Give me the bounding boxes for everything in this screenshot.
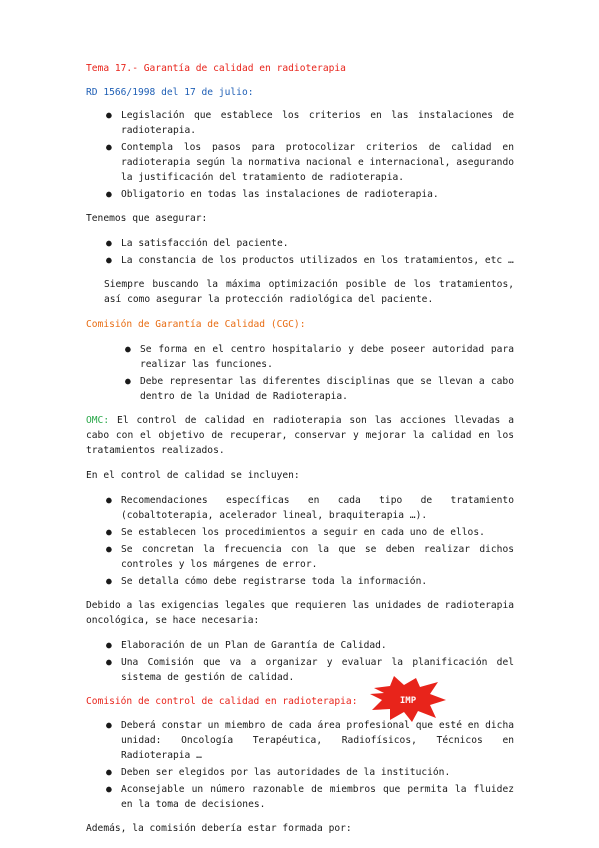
siempre-paragraph: Siempre buscando la máxima optimización posible de los tratamientos, así como asegurar la protección radiológica del paciente. xyxy=(104,279,514,305)
incluyen-list xyxy=(86,493,514,589)
list-item: ● Deben ser elegidos por las autoridades de la institución. xyxy=(106,767,451,778)
bullet-icon: ● xyxy=(106,544,112,555)
omc-label: OMC: xyxy=(86,415,110,426)
document-title: Tema 17.- Garantía de calidad en radioterapia xyxy=(86,63,346,74)
bullet-icon: ● xyxy=(106,527,112,538)
list-item: ● Se concretan la frecuencia con la que se deben realizar dichos controles y los márgenes de error. xyxy=(106,544,514,570)
bullet-icon: ● xyxy=(106,720,112,731)
bullet-icon: ● xyxy=(106,576,112,587)
bullet-icon: ● xyxy=(106,495,112,506)
list-item: ● Se detalla cómo debe registrarse toda la información. xyxy=(106,576,428,587)
bullet-icon: ● xyxy=(106,657,112,668)
list-item: ● La constancia de los productos utilizados en los tratamientos, etc … xyxy=(106,255,514,266)
list-item: ● Se forma en el centro hospitalario y debe poseer autoridad para realizar las funciones. xyxy=(125,344,514,370)
rd-list xyxy=(86,108,514,202)
imp-label: IMP xyxy=(399,696,417,706)
cgc-heading: Comisión de Garantía de Calidad (CGC): xyxy=(86,319,306,330)
list-item: ● La satisfacción del paciente. xyxy=(106,238,289,249)
bullet-icon: ● xyxy=(106,142,112,153)
ccr-list xyxy=(86,718,514,812)
bullet-icon: ● xyxy=(106,784,112,795)
bullet-icon: ● xyxy=(106,640,112,651)
list-item: ● Contempla los pasos para protocolizar criterios de calidad en radioterapia según la normativa nacional e internacional, asegurando la justificación del tratamiento de radioterapia. xyxy=(106,142,514,183)
list-item: ● Debe representar las diferentes disciplinas que se llevan a cabo dentro de la Unidad de Radioterapia. xyxy=(125,376,514,402)
list-item: ● Recomendaciones específicas en cada tipo de tratamiento (cobaltoterapia, acelerador lineal, braquiterapia …). xyxy=(106,495,514,521)
ccr-heading: Comisión de control de calidad en radioterapia: xyxy=(86,696,358,707)
omc-paragraph xyxy=(86,413,514,458)
list-item: ● Deberá constar un miembro de cada área profesional que esté en dicha unidad: Oncología Terapéutica, Radiofísicos, Técnicos en Radioterapia … xyxy=(106,720,514,761)
list-item: ● Una Comisión que va a organizar y evaluar la planificación del sistema de gestión de calidad. xyxy=(106,657,514,683)
asegurar-list xyxy=(86,236,514,268)
list-item: ● Obligatorio en todas las instalaciones de radioterapia. xyxy=(106,189,439,200)
exigencias-list xyxy=(86,638,514,685)
incluyen-label: En el control de calidad se incluyen: xyxy=(86,470,300,481)
bullet-icon: ● xyxy=(106,255,112,266)
asegurar-label: Tenemos que asegurar: xyxy=(86,213,208,224)
bullet-icon: ● xyxy=(125,344,131,355)
document-page xyxy=(86,62,514,846)
list-item: ● Legislación que establece los criterios en las instalaciones de radioterapia. xyxy=(106,110,514,136)
bullet-icon: ● xyxy=(125,376,131,387)
ademas-paragraph: Además, la comisión debería estar formada por: xyxy=(86,823,352,834)
bullet-icon: ● xyxy=(106,110,112,121)
bullet-icon: ● xyxy=(106,238,112,249)
bullet-icon: ● xyxy=(106,767,112,778)
bullet-icon: ● xyxy=(106,189,112,200)
list-item: ● Aconsejable un número razonable de miembros que permita la fluidez en la toma de decisiones. xyxy=(106,784,514,810)
imp-burst-icon xyxy=(368,674,448,724)
list-item: ● Se establecen los procedimientos a seguir en cada uno de ellos. xyxy=(106,527,485,538)
rd-heading: RD 1566/1998 del 17 de julio: xyxy=(86,87,254,98)
exigencias-paragraph: Debido a las exigencias legales que requieren las unidades de radioterapia oncológica, se hace necesaria: xyxy=(86,600,514,626)
list-item: ● Elaboración de un Plan de Garantía de Calidad. xyxy=(106,640,387,651)
cgc-list xyxy=(86,342,514,404)
omc-text: El control de calidad en radioterapia son las acciones llevadas a cabo con el objetivo de recuperar, conservar y mejorar la calidad en los tratamientos realizados. xyxy=(86,415,514,456)
ccr-heading-row xyxy=(86,694,514,709)
